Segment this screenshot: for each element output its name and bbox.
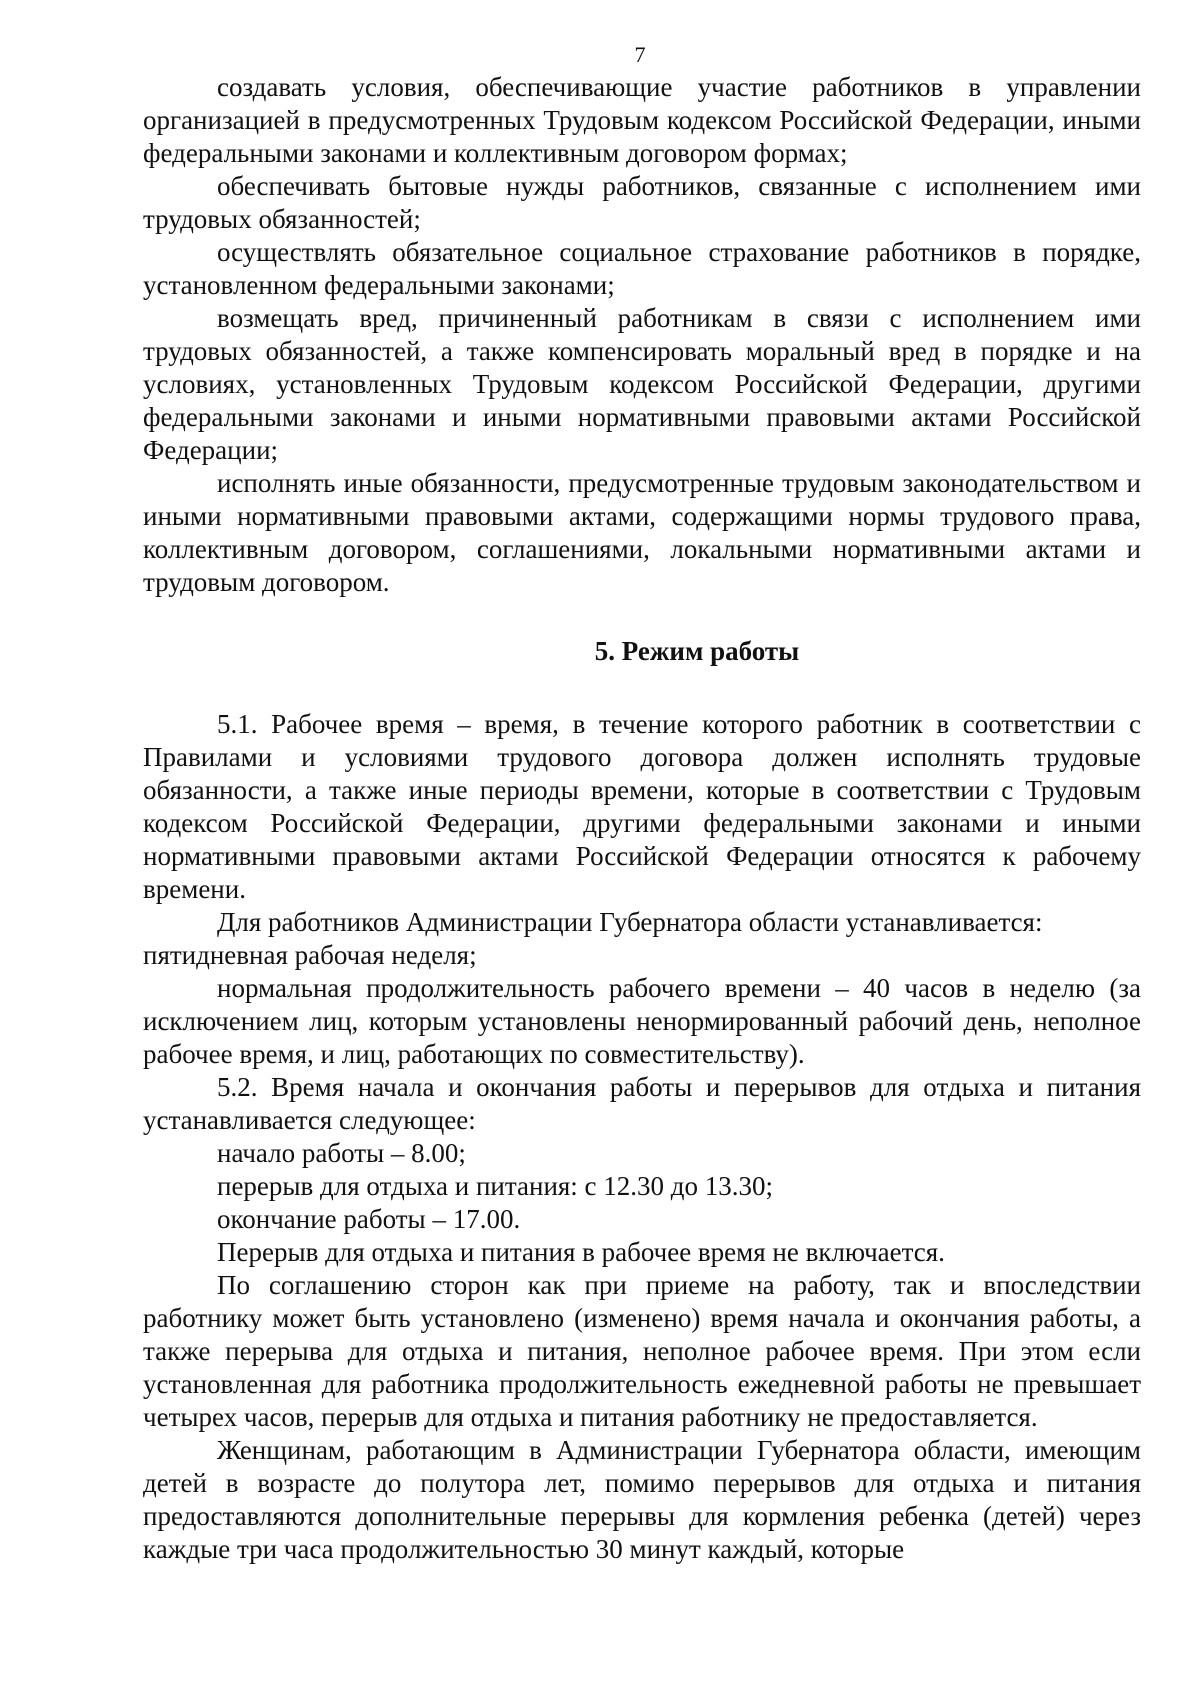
paragraph: пятидневная рабочая неделя;: [143, 940, 477, 970]
paragraph: Женщинам, работающим в Администрации Губернатора области, имеющим детей в возрасте до полутора лет, помимо перерывов для отдыха и питания предоставляются дополнительные перерывы для кормления ребенка (детей) через каждые три часа продолжительностью 30 минут каждый, которые: [143, 1435, 1141, 1564]
paragraph: 5.1. Рабочее время – время, в течение которого работник в соответствии с Правилами и условиями трудового договора должен исполнять трудовые обязанности, а также иные периоды времени, которые в соответствии с Трудовым кодексом Российской Федерации, другими федеральными законами и иными нормативными правовыми актами Российской Федерации относятся к рабочему времени.: [143, 709, 1141, 904]
paragraph: Перерыв для отдыха и питания в рабочее время не включается.: [217, 1237, 945, 1267]
paragraph: обеспечивать бытовые нужды работников, связанные с исполнением ими трудовых обязанностей;: [143, 171, 1141, 234]
paragraph: осуществлять обязательное социальное страхование работников в порядке, установленном федеральными законами;: [143, 237, 1141, 300]
list-item: перерыв для отдыха и питания: с 12.30 до 13.30;: [217, 1171, 774, 1201]
paragraph: нормальная продолжительность рабочего времени – 40 часов в неделю (за исключением лиц, которым установлены ненормированный рабочий день, неполное рабочее время, и лиц, работающих по совместительству).: [143, 973, 1141, 1069]
document-body: [143, 71, 1141, 1566]
list-item: начало работы – 8.00;: [217, 1138, 466, 1168]
paragraph: возмещать вред, причиненный работникам в связи с исполнением ими трудовых обязанностей, а также компенсировать моральный вред в порядке и на условиях, установленных Трудовым кодексом Российской Федерации, другими федеральными законами и иными нормативными правовыми актами Российской Федерации;: [143, 303, 1141, 465]
section-spacer: [143, 599, 1141, 635]
section-heading: 5. Режим работы: [594, 636, 800, 666]
paragraph: По соглашению сторон как при приеме на работу, так и впоследствии работнику может быть установлено (изменено) время начала и окончания работы, а также перерыва для отдыха и питания, неполное рабочее время. При этом если установленная для работника продолжительность ежедневной работы не превышает четырех часов, перерыв для отдыха и питания работнику не предоставляется.: [143, 1270, 1141, 1432]
paragraph: создавать условия, обеспечивающие участие работников в управлении организацией в предусмотренных Трудовым кодексом Российской Федерации, иными федеральными законами и коллективным договором формах;: [143, 72, 1141, 168]
section-spacer: [143, 668, 1141, 708]
paragraph: 5.2. Время начала и окончания работы и перерывов для отдыха и питания устанавливается следующее:: [143, 1072, 1141, 1135]
paragraph: Для работников Администрации Губернатора области устанавливается:: [217, 907, 1043, 937]
page-number: 7: [634, 42, 646, 67]
list-item: окончание работы – 17.00.: [217, 1204, 521, 1234]
paragraph: исполнять иные обязанности, предусмотренные трудовым законодательством и иными нормативными правовыми актами, содержащими нормы трудового права, коллективным договором, соглашениями, локальными нормативными актами и трудовым договором.: [143, 468, 1141, 597]
